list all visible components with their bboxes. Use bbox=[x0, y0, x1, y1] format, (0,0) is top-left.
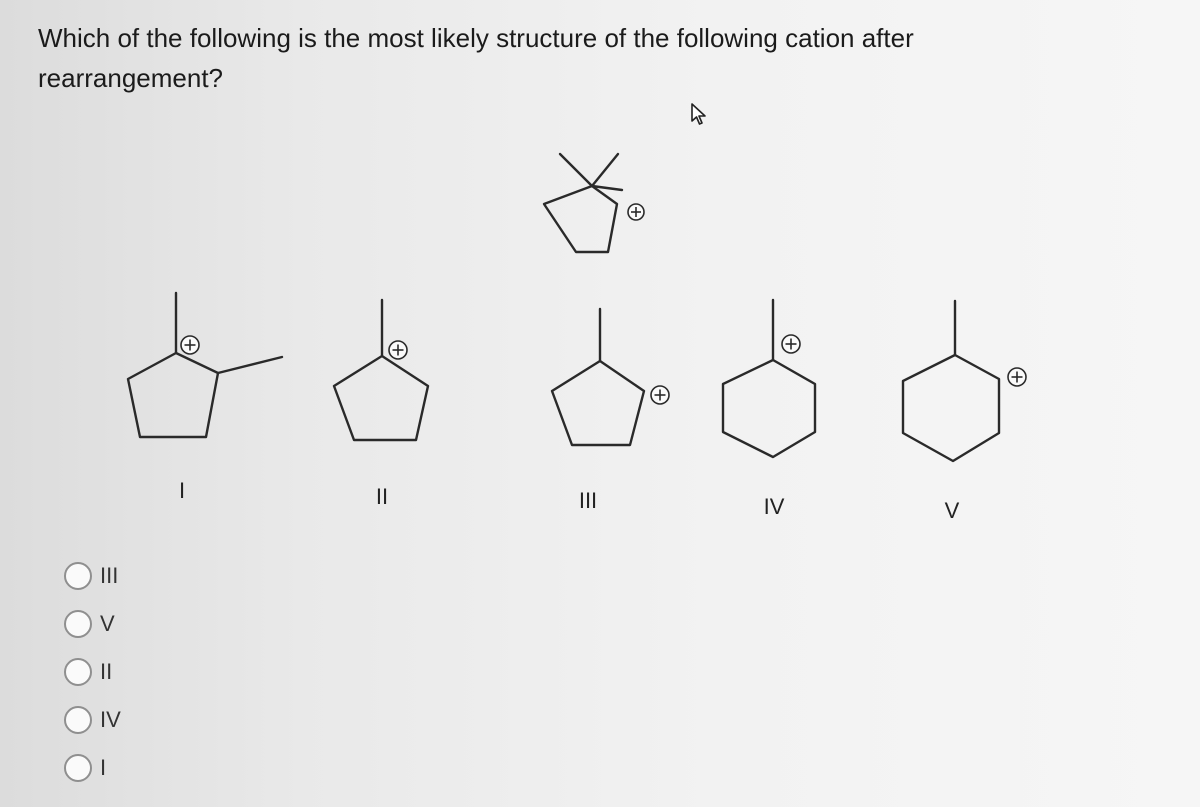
structure-ii bbox=[330, 290, 450, 450]
structure-iv-label: IV bbox=[763, 494, 785, 519]
question-text: Which of the following is the most likely structure of the following cation after rearrangement? bbox=[38, 23, 914, 93]
structure-v bbox=[895, 295, 1035, 470]
plus-charge-icon bbox=[628, 204, 644, 220]
structure-i-label: I bbox=[178, 478, 186, 503]
structure-iii bbox=[540, 305, 690, 455]
choice-row-3[interactable] bbox=[64, 648, 264, 696]
answer-choices bbox=[64, 552, 264, 792]
structure-ii-label: II bbox=[375, 484, 389, 509]
starting-cation-structure bbox=[530, 140, 670, 260]
radio-button-choice-2[interactable] bbox=[64, 610, 92, 638]
choice-row-1[interactable] bbox=[64, 552, 264, 600]
plus-charge-icon bbox=[651, 386, 669, 404]
plus-charge-icon bbox=[389, 341, 407, 359]
radio-button-choice-3[interactable] bbox=[64, 658, 92, 686]
plus-charge-icon bbox=[1008, 368, 1026, 386]
radio-button-choice-5[interactable] bbox=[64, 754, 92, 782]
structure-v-label: V bbox=[944, 498, 960, 523]
plus-charge-icon bbox=[782, 335, 800, 353]
choice-label-3: II bbox=[100, 659, 113, 684]
choice-label-5: I bbox=[100, 755, 107, 780]
choice-label-4: IV bbox=[100, 707, 121, 732]
structure-i bbox=[120, 285, 295, 450]
radio-button-choice-4[interactable] bbox=[64, 706, 92, 734]
choice-row-2[interactable] bbox=[64, 600, 264, 648]
choice-row-5[interactable] bbox=[64, 744, 264, 792]
mouse-pointer-icon bbox=[688, 102, 712, 126]
choice-row-4[interactable] bbox=[64, 696, 264, 744]
choice-label-2: V bbox=[100, 611, 115, 636]
structure-iv bbox=[715, 292, 835, 467]
plus-charge-icon bbox=[181, 336, 199, 354]
choice-label-1: III bbox=[100, 563, 119, 588]
radio-button-choice-1[interactable] bbox=[64, 562, 92, 590]
structure-iii-label: III bbox=[578, 488, 598, 513]
